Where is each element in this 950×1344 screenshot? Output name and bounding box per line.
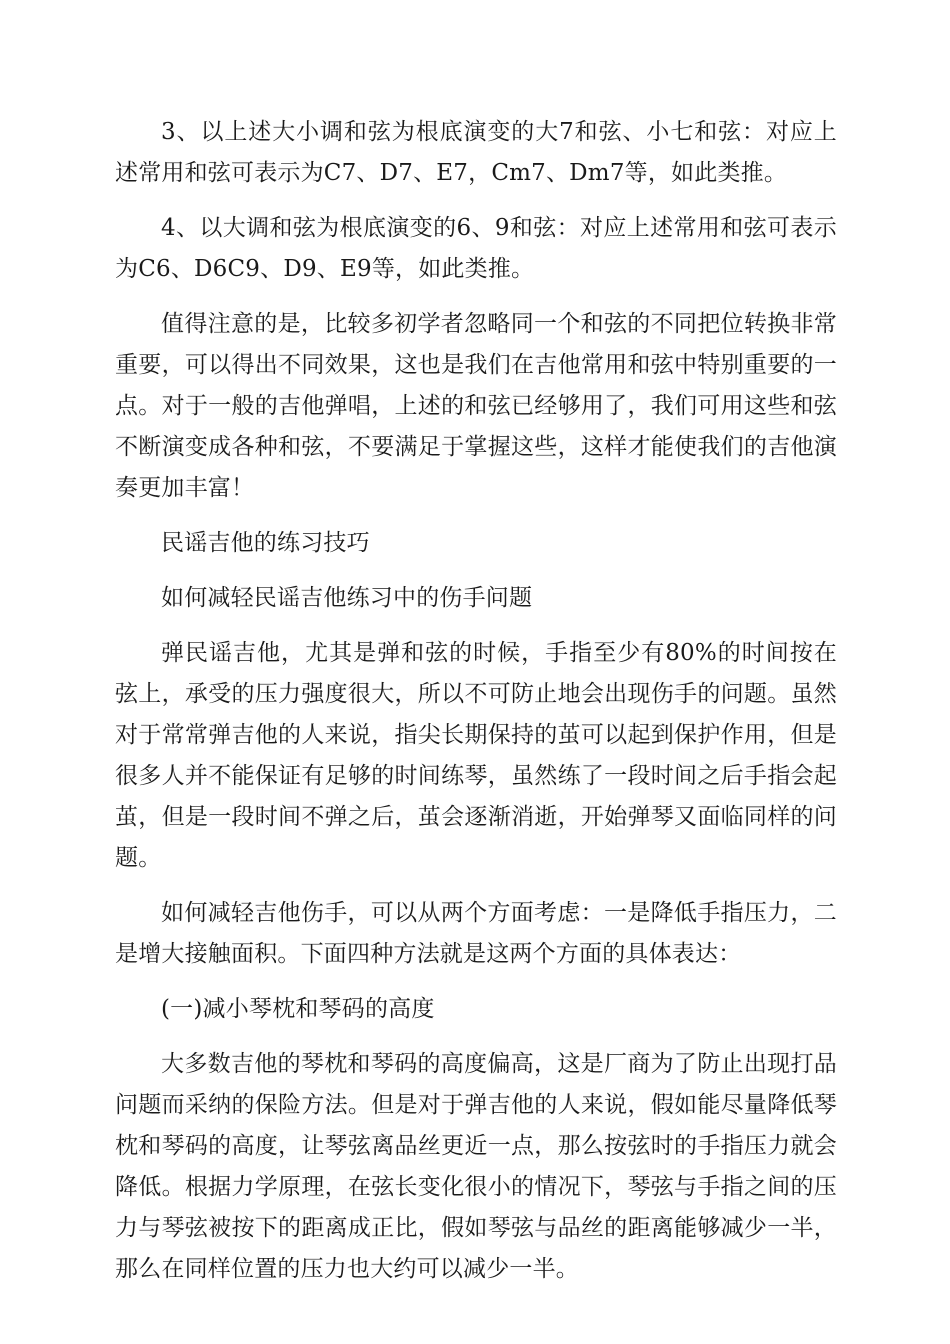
paragraph-chord-note: 值得注意的是，比较多初学者忽略同一个和弦的不同把位转换非常重要，可以得出不同效果，这也是我们在吉他常用和弦中特别重要的一点。对于一般的吉他弹唱，上述的和弦已经够用了，我们可用这些和弦不断演变成各种和弦，不要满足于掌握这些，这样才能使我们的吉他演奏更加丰富！ (115, 311, 837, 501)
document-body (115, 112, 837, 1290)
paragraph-chord-7th: 3、以上述大小调和弦为根底演变的大7和弦、小七和弦：对应上述常用和弦可表示为C7、D7、E7，Cm7、Dm7等，如此类推。 (115, 119, 837, 186)
paragraph-chord-6-9: 4、以大调和弦为根底演变的6、9和弦：对应上述常用和弦可表示为C6、D6C9、D9、E9等，如此类推。 (115, 215, 837, 282)
paragraph-reduce-height: 大多数吉他的琴枕和琴码的高度偏高，这是厂商为了防止出现打品问题而采纳的保险方法。但是对于弹吉他的人来说，假如能尽量降低琴枕和琴码的高度，让琴弦离品丝更近一点，那么按弦时的手指压力就会降低。根据力学原理，在弦长变化很小的情况下，琴弦与手指之间的压力与琴弦被按下的距离成正比，假如琴弦与品丝的距离能够减少一半，那么在同样位置的压力也大约可以减少一半。 (115, 1051, 837, 1282)
paragraph-two-aspects: 如何减轻吉他伤手，可以从两个方面考虑：一是降低手指压力，二是增大接触面积。下面四种方法就是这两个方面的具体表达： (115, 900, 837, 967)
section-heading-hand-injury: 如何减轻民谣吉他练习中的伤手问题 (161, 585, 533, 611)
subheading-reduce-height: (一)减小琴枕和琴码的高度 (161, 996, 435, 1022)
section-heading-practice-tips: 民谣吉他的练习技巧 (161, 530, 370, 556)
paragraph-hand-injury: 弹民谣吉他，尤其是弹和弦的时候，手指至少有80%的时间按在弦上，承受的压力强度很大，所以不可防止地会出现伤手的问题。虽然对于常常弹吉他的人来说，指尖长期保持的茧可以起到保护作用，但是很多人并不能保证有足够的时间练琴，虽然练了一段时间之后手指会起茧，但是一段时间不弹之后，茧会逐渐消逝，开始弹琴又面临同样的问题。 (115, 640, 837, 871)
